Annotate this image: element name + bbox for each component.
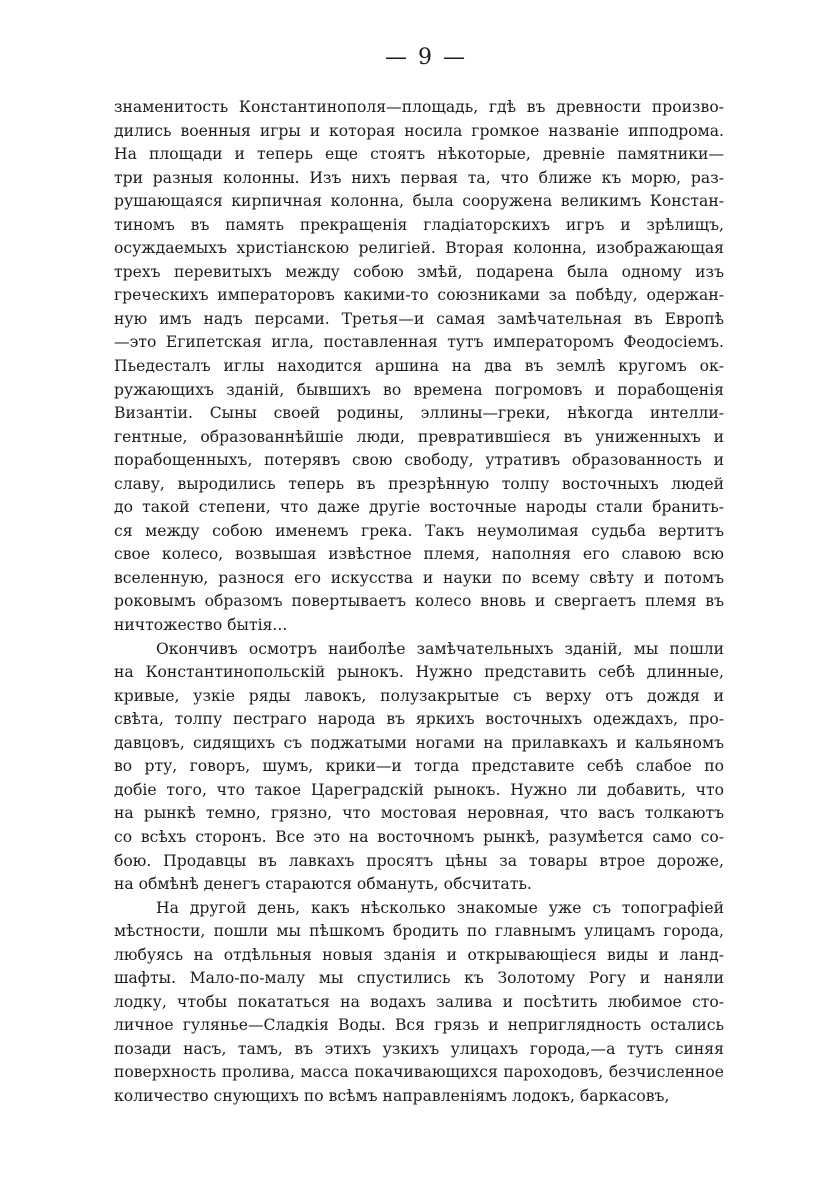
text-line: свое колесо, возвышая извѣстное племя, наполняя его славою всю [114,545,724,564]
text-line: шафты. Мало-по-малу мы спустились къ Золотому Рогу и наняли [114,969,724,988]
text-line: во рту, говоръ, шумъ, крики—и тогда представите себѣ слабое по [114,757,724,776]
text-line: На другой день, какъ нѣсколько знакомые уже съ топографіей [156,898,724,917]
text-line: на обмѣнѣ денегъ стараются обмануть, обсчитать. [114,875,532,894]
text-line: позади насъ, тамъ, въ этихъ узкихъ улицахъ города,—а тутъ синяя [114,1039,724,1058]
text-line: дились военныя игры и которая носила громкое названіе ипподрома. [114,121,724,140]
text-line: поверхность пролива, масса покачивающихся пароходовъ, безчисленное [114,1063,724,1082]
paragraph [114,96,724,638]
text-line: греческихъ императоровъ какими-то союзниками за побѣду, одержан- [114,286,724,305]
text-line: ся между собою именемъ грека. Такъ неумолимая судьба вертитъ [114,521,724,540]
text-line: —это Египетская игла, поставленная тутъ императоромъ Феодосіемъ. [114,333,724,352]
text-line: роковымъ образомъ повертываетъ колесо вновь и свергаетъ племя въ [114,592,724,611]
text-line: на рынкѣ темно, грязно, что мостовая неровная, что васъ толкаютъ [114,804,724,823]
text-line: ную имъ надъ персами. Третья—и самая замѣчательная въ Европѣ [114,309,724,328]
paragraph [114,638,724,897]
page-number: — 9 — [385,45,467,70]
text-line: знаменитость Константинополя—площадь, гдѣ въ древности произво- [114,98,724,116]
text-line: Пьедесталъ иглы находится аршина на два въ землѣ кругомъ ок- [114,357,724,376]
text-line: Окончивъ осмотръ наиболѣе замѣчательныхъ зданій, мы пошли [156,639,724,658]
text-line: рушающаяся кирпичная колонна, была сооружена великимъ Констан- [114,192,724,211]
text-line: лодку, чтобы покататься на водахъ залива и посѣтить любимое сто- [114,992,724,1011]
text-line: вселенную, разнося его искусства и науки по всему свѣту и потомъ [114,568,724,587]
text-line: давцовъ, сидящихъ съ поджатыми ногами на прилавкахъ и кальяномъ [114,733,724,752]
text-line: ничтожество бытія... [114,616,288,635]
text-line: на Константинопольскій рынокъ. Нужно представить себѣ длинные, [114,663,724,682]
text-line: бою. Продавцы въ лавкахъ просятъ цѣны за товары втрое дороже, [114,851,724,870]
text-line: количество снующихъ по всѣмъ направленіямъ лодокъ, баркасовъ, [114,1086,670,1105]
text-line: осуждаемыхъ христіанскою религіей. Вторая колонна, изображающая [114,239,724,258]
text-line: три разныя колонны. Изъ нихъ первая та, что ближе къ морю, раз- [114,168,724,187]
text-line: гентные, образованнѣйшіе люди, превратившіеся въ униженныхъ и [114,427,724,446]
text-line: со всѣхъ сторонъ. Все это на восточномъ рынкѣ, разумѣется само со- [114,827,724,846]
text-line: добіе того, что такое Цареградскій рынокъ. Нужно ли добавить, что [114,780,724,799]
text-line: трехъ перевитыхъ между собою змѣй, подарена была одному изъ [114,262,724,281]
text-line: порабощенныхъ, потерявъ свою свободу, утративъ образованность и [114,451,724,470]
text-line: тиномъ въ память прекращенія гладіаторскихъ игръ и зрѣлищъ, [114,215,724,234]
text-line: до такой степени, что даже другіе восточные народы стали бранить- [114,498,724,517]
text-line: мѣстности, пошли мы пѣшкомъ бродить по главнымъ улицамъ города, [114,922,724,941]
text-line: кривые, узкіе ряды лавокъ, полузакрытые съ верху отъ дождя и [114,686,724,705]
text-line: ружающихъ зданій, бывшихъ во времена погромовъ и порабощенія [114,380,724,399]
body-text [114,96,724,1109]
text-line: любуясь на отдѣльныя новыя зданія и открывающіеся виды и ланд- [114,945,724,964]
text-line: Византіи. Сыны своей родины, эллины—греки, нѣкогда интелли- [114,404,724,423]
text-line: На площади и теперь еще стоятъ нѣкоторые, древніе памятники— [114,145,724,164]
text-line: личное гулянье—Сладкія Воды. Вся грязь и неприглядность остались [114,1016,724,1035]
text-line: свѣта, толпу пестраго народа въ яркихъ восточныхъ одеждахъ, про- [114,710,724,729]
paragraph [114,897,724,1109]
text-line: славу, выродились теперь въ презрѣнную толпу восточныхъ людей [114,474,724,493]
